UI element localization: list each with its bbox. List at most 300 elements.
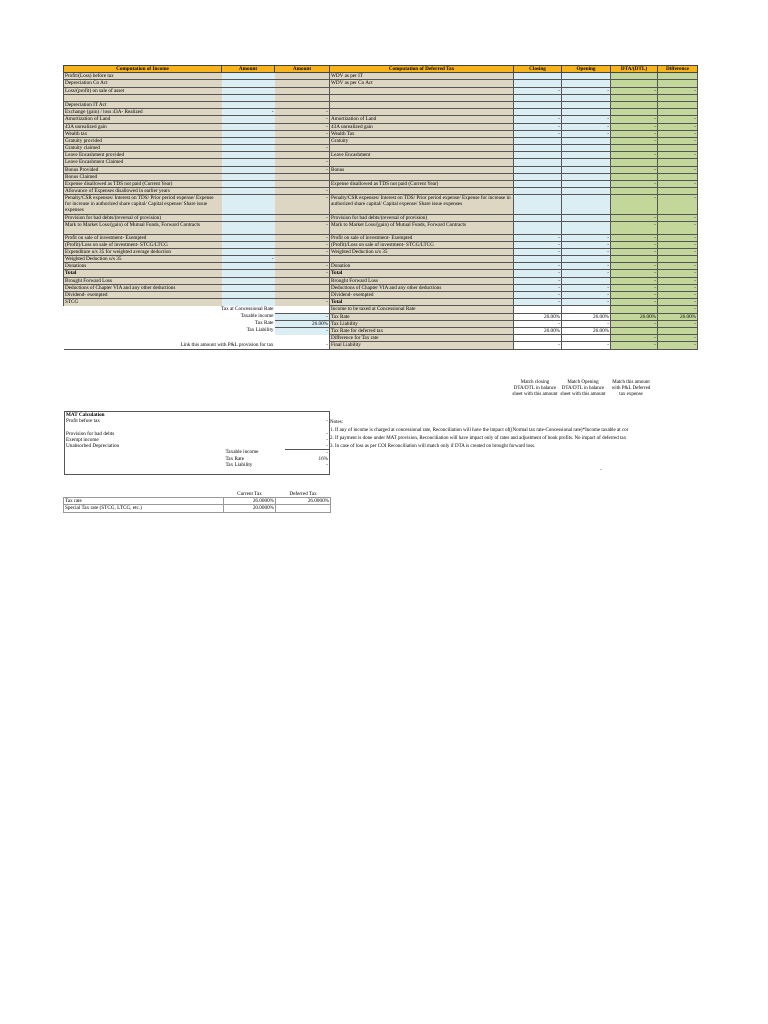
income-item: Profit on sale of investment- Exempted <box>64 234 222 241</box>
amount-2: - <box>275 159 330 166</box>
right-header: DTA/(DTL) <box>611 66 658 73</box>
amount-2: - <box>275 234 330 241</box>
income-item: Depreciation Co Act <box>64 80 222 87</box>
amount-1 <box>222 277 275 284</box>
amount-2: - <box>275 248 330 255</box>
table-row <box>64 145 698 152</box>
amount-2 <box>275 284 330 291</box>
concessional-value <box>275 306 330 313</box>
rate-row <box>64 498 331 505</box>
closing-value: 26.00% <box>514 327 562 334</box>
amount-2: - <box>275 214 330 221</box>
income-item: Penalty/CSR expenses/ Interest on TDS/ Prior period expense/ Expense for increase in authorized share capital/ Capital expense/ Share issue expenses <box>64 195 222 214</box>
dta-value: - <box>611 320 658 327</box>
opening-value: - <box>562 248 611 255</box>
income-item: STCG <box>64 299 222 306</box>
income-item: Depreciation IT Act <box>64 101 222 108</box>
deferred-item: Total <box>330 270 514 277</box>
difference-value: - <box>658 166 698 173</box>
difference-value <box>658 159 698 166</box>
amount-1 <box>222 241 275 248</box>
computation-sheet <box>63 65 698 350</box>
opening-value <box>562 335 611 342</box>
difference-value: - <box>658 214 698 221</box>
amount-1 <box>222 221 275 234</box>
amount-2: - <box>275 130 330 137</box>
deferred-item <box>330 87 514 94</box>
mat-value: - <box>326 430 328 437</box>
difference-value: - <box>658 277 698 284</box>
amount-2 <box>275 137 330 144</box>
opening-value <box>562 166 611 173</box>
deferred-item: Amortization of Land <box>330 116 514 123</box>
amount-1 <box>222 234 275 241</box>
closing-value: - <box>514 241 562 248</box>
concessional-value: - <box>275 313 330 320</box>
income-item: Gratuity provided <box>64 137 222 144</box>
note-1: 1. If any of income is charged at concessional rate, Reconciliation will have the impact of((Normal tax rate-Concessional rate)*Income taxable at cor <box>330 428 629 433</box>
income-item: Bonus Claimed <box>64 173 222 180</box>
closing-value: - <box>514 342 562 349</box>
concessional-value: 26.00% <box>275 320 330 327</box>
difference-value: - <box>658 123 698 130</box>
dta-value: - <box>611 342 658 349</box>
amount-1 <box>222 292 275 299</box>
deferred-item <box>330 109 514 116</box>
dta-value: - <box>611 123 658 130</box>
opening-value: - <box>562 87 611 94</box>
dta-value: - <box>611 181 658 188</box>
table-row <box>64 248 698 255</box>
opening-value <box>562 195 611 214</box>
closing-value: - <box>514 234 562 241</box>
difference-value: - <box>658 270 698 277</box>
difference-value: - <box>658 181 698 188</box>
table-row <box>64 277 698 284</box>
right-header: Computation of Deferred Tax <box>330 66 514 73</box>
current-rate: 26.0000% <box>224 498 276 505</box>
opening-value: - <box>562 299 611 306</box>
concessional-row <box>64 335 698 342</box>
amount-1 <box>222 248 275 255</box>
deferred-item: Gratuity <box>330 137 514 144</box>
deferred-item: 43A unrealized gain <box>330 123 514 130</box>
difference-value <box>658 73 698 80</box>
difference-value: - <box>658 292 698 299</box>
dta-value: - <box>611 241 658 248</box>
table-row <box>64 181 698 188</box>
income-item: Mark to Market Loss/(gain) of Mutual Funds, Forward Contracts <box>64 221 222 234</box>
deferred-item: Expense disallowed as TDS not paid (Current Year) <box>330 181 514 188</box>
deferred-item <box>330 188 514 195</box>
amount-2 <box>275 173 330 180</box>
difference-value: - <box>658 221 698 234</box>
dta-value: - <box>611 130 658 137</box>
income-item: Loss/(profit) on sale of asset <box>64 87 222 94</box>
mat-label: Provision for bad debts <box>66 430 115 437</box>
mat-label: Exempt income <box>66 436 99 443</box>
closing-value <box>514 181 562 188</box>
closing-value <box>514 145 562 152</box>
rate-row <box>64 505 331 512</box>
dta-value <box>611 109 658 116</box>
table-row <box>64 173 698 180</box>
difference-value: - <box>658 335 698 342</box>
deferred-item: Deductions of Chapter VIA and any other deductions <box>330 284 514 291</box>
amount-2 <box>275 80 330 87</box>
closing-value <box>514 173 562 180</box>
table-row <box>64 123 698 130</box>
closing-value: 26.00% <box>514 313 562 320</box>
income-item: Profit/(Loss) before tax <box>64 73 222 80</box>
mat-value: - <box>326 436 328 443</box>
difference-value: - <box>658 152 698 159</box>
mat-value: - <box>326 442 328 449</box>
amount-1 <box>222 80 275 87</box>
mat-calculation <box>64 411 330 475</box>
dta-value: - <box>611 137 658 144</box>
income-item: Expenditure u/s 35 for weighted average deduction <box>64 248 222 255</box>
table-row <box>64 214 698 221</box>
closing-value <box>514 80 562 87</box>
deferred-item: Provision for bad debts/(reversal of provision) <box>330 214 514 221</box>
income-item: (Profit)/Loss on sale of investment- STCG/LTCG <box>64 241 222 248</box>
deferred-item: Income to be taxed at Concessional Rate <box>330 306 514 313</box>
closing-value <box>514 109 562 116</box>
closing-value <box>514 256 562 263</box>
dta-value: - <box>611 214 658 221</box>
concessional-label: Taxable income <box>64 313 275 320</box>
mat-label: Unabsorbed Depreciation <box>66 442 120 449</box>
difference-value: - <box>658 306 698 313</box>
concessional-row <box>64 313 698 320</box>
concessional-label: Link this amount with P&L provision for tax <box>64 342 275 349</box>
income-item: Amortization of Land <box>64 116 222 123</box>
income-item: Exchange (gain) / loss 43A- Realized <box>64 109 222 116</box>
amount-1 <box>222 263 275 270</box>
income-item: 43A unrealized gain <box>64 123 222 130</box>
amount-1: - <box>222 256 275 263</box>
dta-value <box>611 173 658 180</box>
rate-label: Special Tax rate (STCG, LTCG, etc.) <box>64 505 224 512</box>
mat-spacer <box>65 449 225 456</box>
right-header: Closing <box>514 66 562 73</box>
opening-value: 26.00% <box>562 313 611 320</box>
closing-value <box>514 188 562 195</box>
dta-value <box>611 94 658 101</box>
deferred-item <box>330 94 514 101</box>
closing-value: - <box>514 123 562 130</box>
opening-value: - <box>562 241 611 248</box>
difference-value <box>658 109 698 116</box>
table-row <box>64 109 698 116</box>
table-row <box>64 256 698 263</box>
closing-value: - <box>514 116 562 123</box>
opening-value <box>562 306 611 313</box>
right-header: Opening <box>562 66 611 73</box>
deferred-item: Wealth Tax <box>330 130 514 137</box>
difference-value: - <box>658 263 698 270</box>
opening-value <box>562 94 611 101</box>
difference-value: - <box>658 248 698 255</box>
dta-value: - <box>611 87 658 94</box>
difference-value <box>658 173 698 180</box>
table-row <box>64 166 698 173</box>
table-row <box>64 101 698 108</box>
opening-value: - <box>562 320 611 327</box>
amount-2 <box>275 256 330 263</box>
deferred-item: Tax Rate <box>330 313 514 320</box>
opening-value: - <box>562 234 611 241</box>
difference-value: - <box>658 284 698 291</box>
amount-1 <box>222 270 275 277</box>
dta-value <box>611 80 658 87</box>
table-row <box>64 159 698 166</box>
table-row <box>64 94 698 101</box>
dta-value: - <box>611 284 658 291</box>
table-row <box>64 130 698 137</box>
amount-1 <box>222 166 275 173</box>
opening-value <box>562 101 611 108</box>
income-item: Dividend- exempted <box>64 292 222 299</box>
mat-value: - <box>326 418 328 425</box>
dta-value: - <box>611 166 658 173</box>
difference-value: - <box>658 116 698 123</box>
amount-2 <box>275 292 330 299</box>
opening-value: - <box>562 123 611 130</box>
opening-value: - <box>562 342 611 349</box>
difference-value: - <box>658 241 698 248</box>
table-row <box>64 152 698 159</box>
closing-value <box>514 137 562 144</box>
closing-value: - <box>514 248 562 255</box>
opening-value: - <box>562 284 611 291</box>
closing-value: - <box>514 284 562 291</box>
deferred-item: Profit on sale of investment- Exempted <box>330 234 514 241</box>
closing-value <box>514 94 562 101</box>
notes-dash: - <box>600 468 602 473</box>
closing-value: - <box>514 263 562 270</box>
dta-value <box>611 256 658 263</box>
difference-value <box>658 80 698 87</box>
amount-2: - <box>275 263 330 270</box>
opening-value <box>562 73 611 80</box>
amount-2: - <box>275 116 330 123</box>
deferred-item: Leave Encashment <box>330 152 514 159</box>
table-row <box>64 263 698 270</box>
closing-value <box>514 306 562 313</box>
closing-value <box>514 73 562 80</box>
difference-value <box>658 101 698 108</box>
amount-2 <box>275 277 330 284</box>
amount-1: - <box>222 109 275 116</box>
mat-calc-label: Tax Rate <box>225 455 245 462</box>
deferred-item: WDV as per Co Act <box>330 80 514 87</box>
dta-value <box>611 73 658 80</box>
concessional-label: Tax at Concessional Rate <box>64 306 275 313</box>
dta-value <box>611 145 658 152</box>
concessional-row <box>64 320 698 327</box>
notes-title: Notes: <box>330 420 344 425</box>
closing-note: Match closing DTA/DTL in balance sheet with this amount <box>512 380 558 397</box>
opening-value: - <box>562 270 611 277</box>
mat-calc-value: - <box>326 462 328 468</box>
table-row <box>64 241 698 248</box>
concessional-value: - <box>275 327 330 334</box>
income-item: Brought Forward Loss <box>64 277 222 284</box>
dta-value: - <box>611 248 658 255</box>
left-header: Amount <box>275 66 330 73</box>
table-row <box>64 270 698 277</box>
opening-value <box>562 80 611 87</box>
table-row <box>64 234 698 241</box>
amount-1 <box>222 195 275 214</box>
difference-value <box>658 327 698 334</box>
deferred-item: (Profit)/Loss on sale of investment- STCG/LTCG <box>330 241 514 248</box>
concessional-label: Tax Liability <box>64 327 275 334</box>
income-item: Expense disallowed as TDS not paid (Current Year) <box>64 181 222 188</box>
dta-value <box>611 159 658 166</box>
deferred-item: Difference for Tax rate <box>330 335 514 342</box>
deferred-item: Brought Forward Loss <box>330 277 514 284</box>
mat-calc-label: Taxable income <box>225 449 259 456</box>
difference-value: 26.00% <box>658 313 698 320</box>
amount-2 <box>275 73 330 80</box>
concessional-row <box>64 306 698 313</box>
difference-value <box>658 145 698 152</box>
dta-value: - <box>611 277 658 284</box>
difference-value: - <box>658 234 698 241</box>
concessional-row <box>64 342 698 349</box>
note-2: 2. If payment is done under MAT provision, Reconciliation will have impact only of rates and adjustment of book profits. No impact of deferred tax <box>330 436 627 441</box>
difference-value <box>658 188 698 195</box>
amount-1 <box>222 73 275 80</box>
amount-1 <box>222 101 275 108</box>
opening-value <box>562 221 611 234</box>
amount-2 <box>275 181 330 188</box>
income-item: Wealth tax <box>64 130 222 137</box>
difference-value: - <box>658 130 698 137</box>
table-row <box>64 80 698 87</box>
opening-value <box>562 256 611 263</box>
amount-2: - <box>275 123 330 130</box>
table-row <box>64 284 698 291</box>
mat-title: MAT Calculation <box>66 412 105 418</box>
current-tax-header: Current Tax <box>237 491 262 497</box>
deferred-item: Tax Liability <box>330 320 514 327</box>
deferred-item: Penalty/CSR expenses/ Interest on TDS/ Prior period expense/ Expense for increase in authorized share capital/ Capital expense/ Share issue expenses <box>330 195 514 214</box>
amount-1 <box>222 284 275 291</box>
difference-value: - <box>658 342 698 349</box>
dta-value <box>611 306 658 313</box>
amount-2 <box>275 94 330 101</box>
amount-1 <box>222 116 275 123</box>
opening-value <box>562 152 611 159</box>
concessional-label: Tax Rate <box>64 320 275 327</box>
income-item: Leave Encashment Claimed <box>64 159 222 166</box>
opening-value <box>562 137 611 144</box>
dta-value: - <box>611 263 658 270</box>
amount-1 <box>222 173 275 180</box>
opening-value: 26.00% <box>562 327 611 334</box>
dta-value <box>611 188 658 195</box>
income-item: Donations <box>64 263 222 270</box>
closing-value: - <box>514 130 562 137</box>
dta-value: - <box>611 270 658 277</box>
amount-2 <box>275 101 330 108</box>
notes-block <box>330 419 700 473</box>
amount-1 <box>222 214 275 221</box>
closing-value: - <box>514 299 562 306</box>
income-item: Leave Encashment provided <box>64 152 222 159</box>
mat-calc-row <box>65 449 330 456</box>
opening-value <box>562 145 611 152</box>
closing-value <box>514 214 562 221</box>
dta-value <box>611 101 658 108</box>
amount-1 <box>222 137 275 144</box>
left-header: Computation of Income <box>64 66 222 73</box>
mat-calc-label: Tax Liability <box>225 462 253 468</box>
table-row <box>64 195 698 214</box>
amount-2: - <box>275 109 330 116</box>
table-row <box>64 116 698 123</box>
closing-value <box>514 166 562 173</box>
dta-value <box>611 327 658 334</box>
table-row <box>64 292 698 299</box>
income-item: Bonus Provided <box>64 166 222 173</box>
deferred-item: Mark to Market Loss/(gain) of Mutual Funds, Forward Contracts <box>330 221 514 234</box>
deferred-item <box>330 145 514 152</box>
income-item: Provision for bad debts/(reversal of provision) <box>64 214 222 221</box>
deferred-item <box>330 173 514 180</box>
concessional-row <box>64 327 698 334</box>
dta-value: - <box>611 234 658 241</box>
table-row <box>64 188 698 195</box>
closing-value <box>514 221 562 234</box>
amount-2: - <box>275 270 330 277</box>
amount-2: - <box>275 299 330 306</box>
right-header: Difference <box>658 66 698 73</box>
opening-value <box>562 181 611 188</box>
deferred-item: Bonus <box>330 166 514 173</box>
amount-2 <box>275 152 330 159</box>
opening-value: - <box>562 292 611 299</box>
amount-1 <box>222 152 275 159</box>
mat-label: Profit before tax <box>66 418 100 425</box>
dta-value: - <box>611 335 658 342</box>
opening-value: - <box>562 130 611 137</box>
deferred-item <box>330 159 514 166</box>
table-row <box>64 73 698 80</box>
income-item: Allowance of Expenses disallowed in earlier years <box>64 188 222 195</box>
note-3: 3. In case of loss as per COI Reconciliation will match only if DTA is created on brought forward loss. <box>330 444 536 449</box>
closing-value <box>514 101 562 108</box>
amount-1 <box>222 159 275 166</box>
table-row <box>64 87 698 94</box>
closing-value: - <box>514 277 562 284</box>
amount-1 <box>222 130 275 137</box>
closing-value <box>514 159 562 166</box>
closing-value: - <box>514 292 562 299</box>
deferred-item: Donation <box>330 263 514 270</box>
mat-calc-value: 16% <box>318 455 328 462</box>
difference-value: - <box>658 299 698 306</box>
deferred-item: WDV as per IT <box>330 73 514 80</box>
amount-1 <box>222 145 275 152</box>
deferred-item: Weighted Deduction u/s 35 <box>330 248 514 255</box>
income-item: Deductions of Chapter VIA and any other deductions <box>64 284 222 291</box>
difference-value: - <box>658 137 698 144</box>
